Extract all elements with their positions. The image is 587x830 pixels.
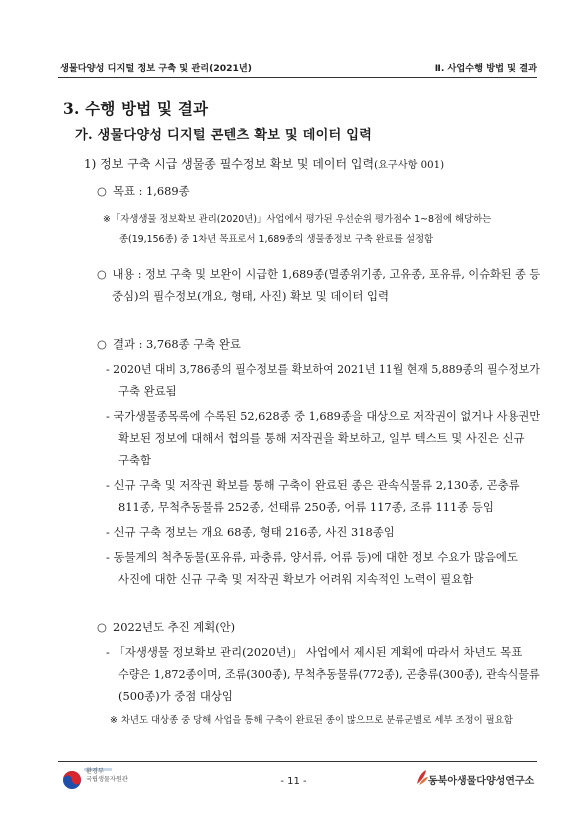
- plan-text: 2022년도 추진 계획(안): [112, 620, 236, 634]
- header-left-title: 생물다양성 디지털 정보 구축 및 관리(2021년): [60, 63, 252, 74]
- item-title: [84, 155, 444, 172]
- subsection-title: 가. 생물다양성 디지털 콘텐츠 확보 및 데이터 입력: [75, 128, 373, 143]
- plan-line: [97, 619, 235, 635]
- bullet-circle-icon: ○: [97, 620, 107, 634]
- header-right-title: Ⅱ. 사업수행 방법 및 결과: [434, 63, 537, 74]
- result-item-4-line-1: - 신규 구축 정보는 개요 68종, 형태 216종, 사진 318종임: [106, 525, 395, 539]
- result-item-2-line-1: - 국가생물종목록에 수록된 52,628종 중 1,689종을 대상으로 저작권이 없거나 사용권만: [106, 409, 541, 423]
- result-item-5-line-1: - 동물계의 척추동물(포유류, 파충류, 양서류, 어류 등)에 대한 정보 수요가 많음에도: [106, 550, 518, 564]
- ministry-small-label: 환경부: [86, 768, 104, 775]
- content-line-1: [97, 266, 540, 282]
- content-line-2: 중심)의 필수정보(개요, 형태, 사진) 확보 및 데이터 입력: [112, 289, 389, 303]
- result-text: 결과 : 3,768종 구축 완료: [112, 337, 241, 351]
- result-line: [97, 336, 241, 352]
- bullet-circle-icon: ○: [97, 184, 107, 198]
- page-number: - 11 -: [280, 776, 307, 787]
- result-item-2-line-2: 확보된 정보에 대해서 협의를 통해 저작권을 확보하고, 일부 텍스트 및 사진은 신규: [118, 431, 525, 445]
- result-item-3-line-2: 811종, 무척추동물류 252종, 선태류 250종, 어류 117종, 조류 111종 등임: [118, 500, 494, 514]
- goal-line: [97, 183, 190, 199]
- item-title-text: 1) 정보 구축 시급 생물종 필수정보 확보 및 데이터 입력: [84, 157, 375, 171]
- result-item-3-line-1: - 신규 구축 및 저작권 확보를 통해 구축이 완료된 종은 관속식물류 2,130종, 곤충류: [106, 478, 520, 492]
- header-rule: [58, 77, 537, 78]
- plan-note: ※ 차년도 대상종 중 당해 사업을 통해 구축이 완료된 종이 많으므로 분류군별로 세부 조정이 필요함: [110, 715, 513, 726]
- result-item-1-line-2: 구축 완료됨: [118, 384, 177, 398]
- goal-text: 목표 : 1,689종: [112, 184, 190, 198]
- content-text-1: 내용 : 정보 구축 및 보완이 시급한 1,689종(멸종위기종, 고유종, 포유류, 이슈화된 종 등: [112, 267, 541, 281]
- result-item-5-line-2: 사진에 대한 신규 구축 및 저작권 확보가 어려워 지속적인 노력이 필요함: [118, 572, 474, 586]
- goal-note-line-1: ※「자생생물 정보확보 관리(2020년)」사업에서 평가된 우선순위 평가점수 1~8점에 해당하는: [103, 214, 492, 225]
- bullet-circle-icon: ○: [97, 337, 107, 351]
- section-title: 3. 수행 방법 및 결과: [63, 99, 209, 118]
- plan-item-line-3: (500종)가 중점 대상임: [118, 689, 233, 703]
- bullet-circle-icon: ○: [97, 267, 107, 281]
- footer-rule: [58, 761, 537, 762]
- result-item-2-line-3: 구축함: [118, 453, 152, 467]
- item-requirement: (요구사항 001): [374, 160, 445, 171]
- running-header: [60, 56, 537, 74]
- plan-item-line-2: 수량은 1,872종이며, 조류(300종), 무척추동물류(772종), 곤충류(300종), 관속식물류: [118, 667, 540, 681]
- institute-name: 동북아생물다양성연구소: [428, 776, 535, 787]
- ministry-name: 국립생물자원관: [86, 776, 128, 783]
- result-item-1-line-1: - 2020년 대비 3,786종의 필수정보를 확보하여 2021년 11월 현재 5,889종의 필수정보가: [106, 362, 540, 376]
- plan-item-line-1: - 「자생생물 정보확보 관리(2020년)」 사업에서 제시된 계획에 따라서 차년도 목표: [106, 645, 523, 659]
- goal-note-line-2: 종(19,156종) 중 1차년 목표로서 1,689종의 생물종정보 구축 완료를 설정함: [119, 234, 434, 245]
